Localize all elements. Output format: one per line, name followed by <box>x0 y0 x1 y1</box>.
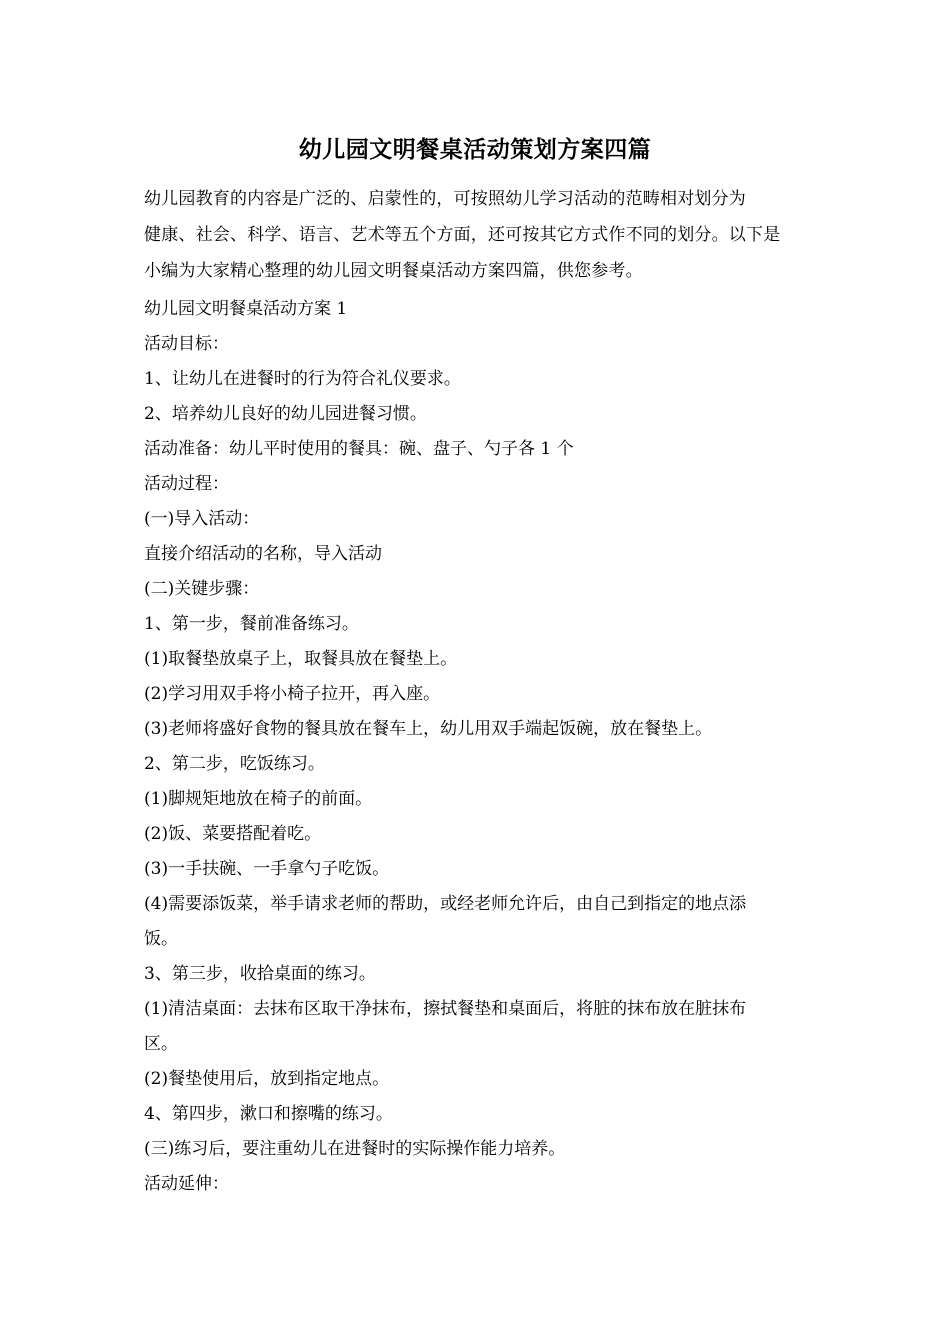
paragraph-line: 3、第三步，收拾桌面的练习。 <box>144 964 376 984</box>
body-paragraph <box>144 677 809 712</box>
body-paragraph <box>144 887 809 957</box>
body-paragraph <box>144 467 809 502</box>
document-body <box>144 292 809 1202</box>
body-paragraph <box>144 327 809 362</box>
paragraph-line: 4、第四步，漱口和擦嘴的练习。 <box>144 1104 393 1124</box>
paragraph-line: (1)取餐垫放桌子上，取餐具放在餐垫上。 <box>144 649 458 669</box>
paragraph-line: (1)脚规矩地放在椅子的前面。 <box>144 789 373 809</box>
intro-line: 小编为大家精心整理的幼儿园文明餐桌活动方案四篇，供您参考。 <box>144 261 643 281</box>
paragraph-line: 1、让幼儿在进餐时的行为符合礼仪要求。 <box>144 369 461 389</box>
paragraph-line: 2、第二步，吃饭练习。 <box>144 754 325 774</box>
paragraph-line: (3)老师将盛好食物的餐具放在餐车上，幼儿用双手端起饭碗，放在餐垫上。 <box>144 719 713 739</box>
body-paragraph <box>144 1167 809 1202</box>
body-paragraph <box>144 642 809 677</box>
intro-paragraph <box>144 181 809 289</box>
paragraph-line: (三)练习后，要注重幼儿在进餐时的实际操作能力培养。 <box>144 1139 566 1159</box>
body-paragraph <box>144 537 809 572</box>
paragraph-line: 幼儿园文明餐桌活动方案 1 <box>144 299 348 319</box>
paragraph-line: 活动延伸： <box>144 1174 229 1194</box>
body-paragraph <box>144 1062 809 1097</box>
paragraph-line: (二)关键步骤： <box>144 579 260 599</box>
body-paragraph <box>144 572 809 607</box>
body-paragraph <box>144 292 809 327</box>
paragraph-line: (2)餐垫使用后，放到指定地点。 <box>144 1069 390 1089</box>
body-paragraph <box>144 712 809 747</box>
body-paragraph <box>144 992 809 1062</box>
paragraph-line: 活动目标： <box>144 334 229 354</box>
paragraph-line: 1、第一步，餐前准备练习。 <box>144 614 359 634</box>
body-paragraph <box>144 607 809 642</box>
body-paragraph <box>144 1132 809 1167</box>
paragraph-line: (2)学习用双手将小椅子拉开，再入座。 <box>144 684 441 704</box>
body-paragraph <box>144 747 809 782</box>
paragraph-line: 活动准备：幼儿平时使用的餐具：碗、盘子、勺子各 1 个 <box>144 439 574 459</box>
paragraph-line: (3)一手扶碗、一手拿勺子吃饭。 <box>144 859 390 879</box>
paragraph-line: (一)导入活动： <box>144 509 260 529</box>
paragraph-line: 区。 <box>144 1034 178 1054</box>
body-paragraph <box>144 1097 809 1132</box>
paragraph-line: 直接介绍活动的名称，导入活动 <box>144 544 382 564</box>
paragraph-line: 2、培养幼儿良好的幼儿园进餐习惯。 <box>144 404 427 424</box>
paragraph-line: (2)饭、菜要搭配着吃。 <box>144 824 322 844</box>
paragraph-line: (4)需要添饭菜，举手请求老师的帮助，或经老师允许后，由自己到指定的地点添 <box>144 894 747 914</box>
body-paragraph <box>144 782 809 817</box>
body-paragraph <box>144 817 809 852</box>
paragraph-line: 活动过程： <box>144 474 229 494</box>
intro-line: 健康、社会、科学、语言、艺术等五个方面，还可按其它方式作不同的划分。以下是 <box>144 225 781 245</box>
paragraph-line: (1)清洁桌面：去抹布区取干净抹布，擦拭餐垫和桌面后，将脏的抹布放在脏抹布 <box>144 999 747 1019</box>
document-title: 幼儿园文明餐桌活动策划方案四篇 <box>298 136 652 163</box>
body-paragraph <box>144 362 809 397</box>
body-paragraph <box>144 397 809 432</box>
body-paragraph <box>144 852 809 887</box>
body-paragraph <box>144 432 809 467</box>
intro-line: 幼儿园教育的内容是广泛的、启蒙性的，可按照幼儿学习活动的范畴相对划分为 <box>144 189 746 209</box>
body-paragraph <box>144 957 809 992</box>
paragraph-line: 饭。 <box>144 929 178 949</box>
body-paragraph <box>144 502 809 537</box>
